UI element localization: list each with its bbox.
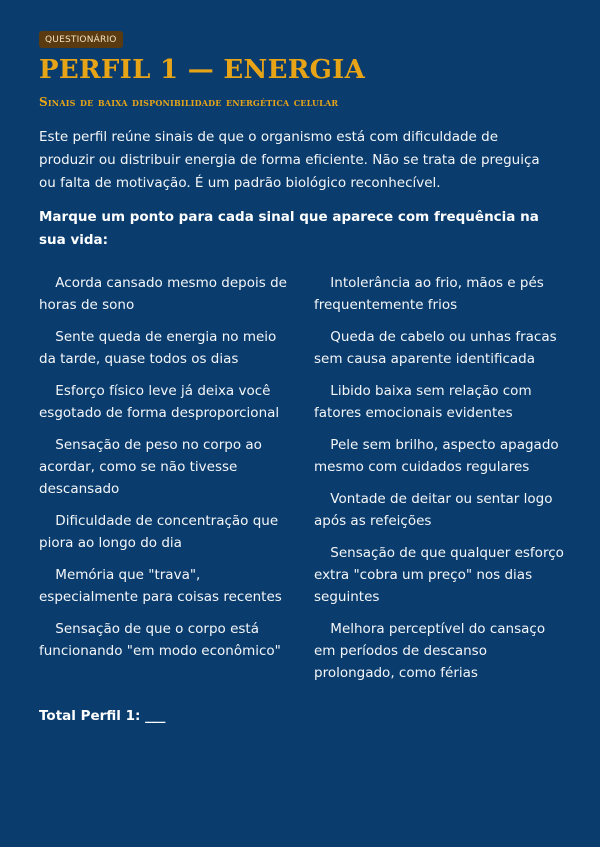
symptom-item[interactable] xyxy=(39,272,294,316)
symptom-label: Esforço físico leve já deixa você esgotado de forma desproporcional xyxy=(39,383,280,421)
page-title: PERFIL 1 — ENERGIA xyxy=(39,55,366,85)
symptom-item[interactable] xyxy=(39,510,294,554)
symptom-item[interactable] xyxy=(39,380,294,424)
symptom-label: Sensação de que qualquer esforço extra "cobra um preço" nos dias seguintes xyxy=(314,545,564,605)
symptom-item[interactable] xyxy=(314,380,564,424)
symptom-list-left xyxy=(39,272,294,672)
symptom-item[interactable] xyxy=(314,434,564,478)
symptom-label: Acorda cansado mesmo depois de horas de sono xyxy=(39,275,287,313)
page-subtitle: Sinais de baixa disponibilidade energética celular xyxy=(39,95,339,109)
symptom-item[interactable] xyxy=(39,326,294,370)
symptom-label: Sensação de que o corpo está funcionando "em modo econômico" xyxy=(39,621,281,659)
symptom-item[interactable] xyxy=(314,272,564,316)
symptom-label: Sente queda de energia no meio da tarde, quase todos os dias xyxy=(39,329,277,367)
symptom-label: Vontade de deitar ou sentar logo após as refeições xyxy=(314,491,553,529)
symptom-item[interactable] xyxy=(39,618,294,662)
symptom-label: Pele sem brilho, aspecto apagado mesmo com cuidados regulares xyxy=(314,437,559,475)
symptom-item[interactable] xyxy=(314,488,564,532)
instruction-text: Marque um ponto para cada sinal que aparece com frequência na sua vida: xyxy=(39,209,539,248)
symptom-label: Dificuldade de concentração que piora ao longo do dia xyxy=(39,513,279,551)
symptom-item[interactable] xyxy=(314,618,564,684)
symptom-item[interactable] xyxy=(314,542,564,608)
total-score-label: Total Perfil 1: ___ xyxy=(39,708,166,724)
symptom-label: Melhora perceptível do cansaço em períodos de descanso prolongado, como férias xyxy=(314,621,546,681)
category-tag: QUESTIONÁRIO xyxy=(39,31,123,48)
symptom-label: Queda de cabelo ou unhas fracas sem causa aparente identificada xyxy=(314,329,557,367)
symptom-item[interactable] xyxy=(39,564,294,608)
symptom-item[interactable] xyxy=(314,326,564,370)
symptom-label: Intolerância ao frio, mãos e pés frequentemente frios xyxy=(314,275,544,313)
intro-paragraph: Este perfil reúne sinais de que o organismo está com dificuldade de produzir ou distribuir energia de forma eficiente. Não se trata de preguiça ou falta de motivação. É um padrão biológico reconhecível. xyxy=(39,129,540,191)
symptom-label: Libido baixa sem relação com fatores emocionais evidentes xyxy=(314,383,532,421)
symptom-label: Memória que "trava", especialmente para coisas recentes xyxy=(39,567,282,605)
symptom-list-right xyxy=(314,272,564,694)
symptom-item[interactable] xyxy=(39,434,294,500)
symptom-label: Sensação de peso no corpo ao acordar, como se não tivesse descansado xyxy=(39,437,262,497)
